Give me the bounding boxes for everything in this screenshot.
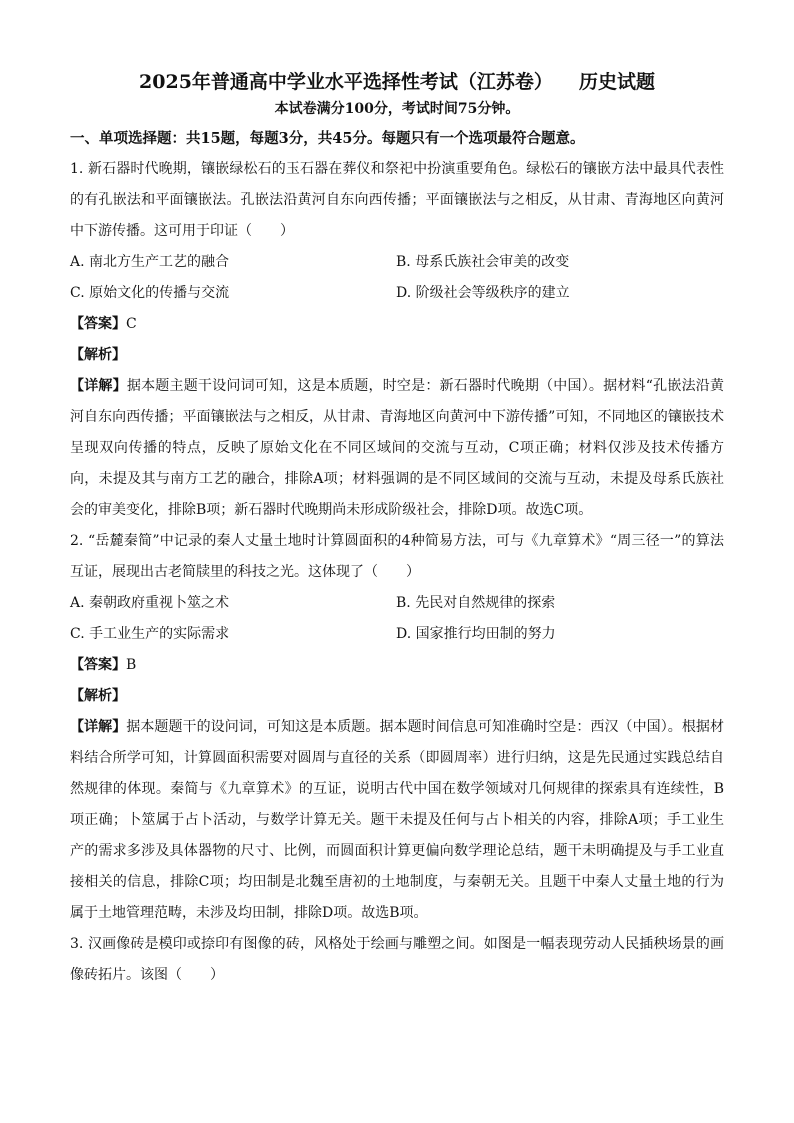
- q1-answer-tag: 【答案】: [70, 316, 126, 332]
- q1-option-c: C. 原始文化的传播与交流: [70, 285, 230, 301]
- title-subject: 历史试题: [578, 71, 655, 93]
- q1-detail: [70, 371, 724, 526]
- question-1-options: [70, 247, 724, 309]
- exam-note: 本试卷满分100分，考试时间75分钟。: [274, 101, 520, 117]
- q2-option-d: D. 国家推行均田制的努力: [396, 626, 556, 642]
- page-title: [70, 68, 724, 96]
- question-1-stem: 1. 新石器时代晚期，镶嵌绿松石的玉石器在葬仪和祭祀中扮演重要角色。绿松石的镶嵌方法中最具代表性的有孔嵌法和平面镶嵌法。孔嵌法沿黄河自东向西传播；平面镶嵌法与之相反，从甘肃、青海地区向黄河中下游传播。这可用于印证（ ）: [70, 161, 724, 239]
- q2-answer-tag: 【答案】: [70, 657, 126, 673]
- q2-option-c: C. 手工业生产的实际需求: [70, 626, 230, 642]
- q2-detail-tag: 【详解】: [70, 719, 127, 735]
- q1-option-a: A. 南北方生产工艺的融合: [70, 254, 230, 270]
- question-2-options: [70, 588, 724, 650]
- q1-answer: [70, 309, 724, 340]
- q2-detail: [70, 712, 724, 929]
- question-3-stem: 3. 汉画像砖是模印或捺印有图像的砖，风格处于绘画与雕塑之间。如图是一幅表现劳动人民插秧场景的画像砖拓片。该图（ ）: [70, 936, 724, 983]
- question-2-stem: 2. “岳麓秦简”中记录的秦人丈量土地时计算圆面积的4种简易方法，可与《九章算术》“周三径一”的算法互证，展现出古老简牍里的科技之光。这体现了（ ）: [70, 533, 724, 580]
- q1-analysis-tag: 【解析】: [70, 347, 126, 363]
- q2-answer-value: B: [126, 657, 137, 673]
- q2-option-a: A. 秦朝政府重视卜筮之术: [70, 595, 230, 611]
- q2-answer: [70, 650, 724, 681]
- q2-option-b: B. 先民对自然规律的探索: [396, 595, 556, 611]
- q1-answer-value: C: [126, 316, 137, 332]
- q1-detail-text: 据本题主题干设问词可知，这是本质题，时空是：新石器时代晚期（中国）。据材料“孔嵌法沿黄河自东向西传播；平面镶嵌法与之相反，从甘肃、青海地区向黄河中下游传播”可知，不同地区的镶嵌技术呈现双向传播的特点，反映了原始文化在不同区域间的交流与互动，C项正确；材料仅涉及技术传播方向，未提及其与南方工艺的融合，排除A项；材料强调的是不同区域间的交流与互动，未提及母系氏族社会的审美变化，排除B项；新石器时代晚期尚未形成阶级社会，排除D项。故选C项。: [70, 378, 725, 518]
- q1-option-d: D. 阶级社会等级秩序的建立: [396, 285, 570, 301]
- q2-detail-text: 据本题题干的设问词，可知这是本质题。据本题时间信息可知准确时空是：西汉（中国）。根据材料结合所学可知，计算圆面积需要对圆周与直径的关系（即圆周率）进行归纳，这是先民通过实践总结自然规律的体现。秦简与《九章算术》的互证，说明古代中国在数学领域对几何规律的探索具有连续性，B项正确；卜筮属于占卜活动，与数学计算无关。题干未提及任何与占卜相关的内容，排除A项；手工业生产的需求多涉及具体器物的尺寸、比例，而圆面积计算更偏向数学理论总结，题干未明确提及与手工业直接相关的信息，排除C项；均田制是北魏至唐初的土地制度，与秦朝无关。且题干中秦人丈量土地的行为属于土地管理范畴，未涉及均田制，排除D项。故选B项。: [70, 719, 725, 921]
- section-heading: 一、单项选择题：共15题，每题3分，共45分。每题只有一个选项最符合题意。: [70, 130, 585, 147]
- q1-option-b: B. 母系氏族社会审美的改变: [396, 254, 570, 270]
- title-main: 2025年普通高中学业水平选择性考试（江苏卷）: [139, 71, 553, 93]
- q2-analysis-tag: 【解析】: [70, 688, 126, 704]
- q1-detail-tag: 【详解】: [70, 378, 127, 394]
